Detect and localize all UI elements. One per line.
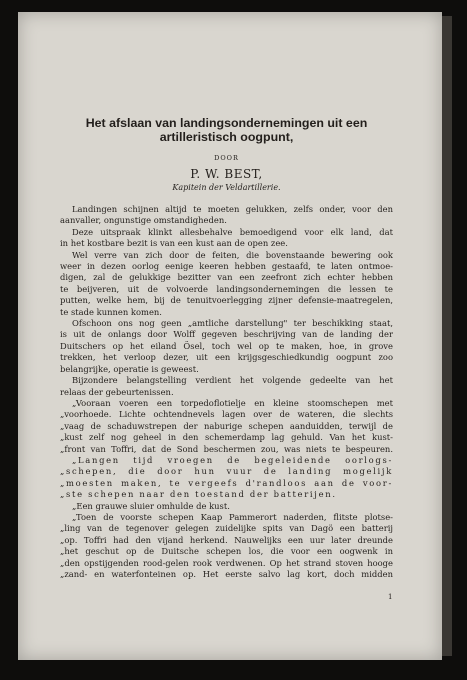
spaced-quote-line: „schepen, die door hun vuur de landing mogelijk bbox=[60, 466, 393, 477]
quote-line: „zand- en waterfonteinen op. Het eerste salvo lag kort, doch midden bbox=[60, 569, 393, 579]
spaced-quote-line: „moesten maken, te vergeefs d'randloos aan de voor- bbox=[60, 477, 393, 488]
text-line: Wel verre van zich door de feiten, die bovenstaande bewering ook bbox=[72, 249, 393, 260]
article-title bbox=[60, 116, 393, 144]
text-line: Duitschers op het eiland Ösel, toch wel op te maken, hoe, in grove bbox=[60, 340, 393, 351]
text-line: belangrijke, operatie is geweest. bbox=[60, 363, 199, 374]
text-line: te beijveren, uit de volvoerde landingsondernemingen die lessen te bbox=[60, 283, 393, 294]
quote-line: „op. Toffri had den vijand herkend. Nauwelijks een uur later dreunde bbox=[60, 534, 393, 545]
page-edge bbox=[442, 16, 452, 656]
quote-line: „den opstijgenden rood-gelen rook verdwenen. Op het strand stoven hooge bbox=[60, 557, 393, 568]
quote-line: „Vooraan voeren een torpedoflotielje en kleine stoomschepen met bbox=[72, 397, 393, 408]
text-line: digen, zal de gelukkige bezitter van een zeefront zich echter hebben bbox=[60, 272, 393, 283]
author-name: P. W. BEST, bbox=[190, 167, 263, 181]
text-line: aanvaller, ongunstige omstandigheden. bbox=[60, 215, 227, 226]
quote-line: „voorhoede. Lichte ochtendnevels lagen over de wateren, die slechts bbox=[60, 409, 393, 420]
text-line: Deze uitspraak klinkt allesbehalve bemoedigend voor elk land, dat bbox=[72, 226, 393, 237]
author-rank: Kapitein der Veldartillerie. bbox=[172, 183, 281, 192]
text-line: Bijzondere belangstelling verdient het volgende gedeelte van het bbox=[72, 375, 393, 386]
title-line-2: artilleristisch oogpunt, bbox=[159, 130, 294, 144]
text-line: is uit de onlangs door Wolff gegeven beschrijving van de landing der bbox=[60, 329, 393, 340]
article-body bbox=[60, 204, 393, 580]
quote-line: „Een grauwe sluier omhulde de kust. bbox=[72, 500, 230, 511]
text-line: putten, welke hem, bij de tenuitvoerlegging zijner defensie-maatregelen, bbox=[60, 295, 393, 306]
article-content bbox=[60, 116, 393, 580]
spaced-quote-line: „Langen tijd vroegen de begeleidende oorlogs- bbox=[72, 454, 393, 465]
spaced-quote-line: „ste schepen naar den toestand der batterijen. bbox=[60, 489, 337, 500]
quote-line: „vaag de schaduwstrepen der naburige schepen aanduidden, terwijl de bbox=[60, 420, 393, 431]
text-line: te stade kunnen komen. bbox=[60, 306, 162, 317]
byline-prefix: DOOR bbox=[214, 154, 239, 162]
text-line: weer in dezen oorlog eenige keeren hebben gestaafd, te laten ontmoe- bbox=[60, 261, 393, 272]
quote-line: „het geschut op de Duitsche schepen los, die voor een oogwenk in bbox=[60, 546, 393, 557]
quote-line: „front van Toffri, dat de Sond beschermen zou, was niets te bespeuren. bbox=[60, 443, 393, 454]
quote-line: „kust zelf nog geheel in den schemerdamp lag gehuld. Van het kust- bbox=[60, 432, 393, 443]
text-line: Landingen schijnen altijd te moeten gelukken, zelfs onder, voor den bbox=[72, 204, 393, 214]
text-line: relaas der gebeurtenissen. bbox=[60, 386, 174, 397]
quote-line: „Toen de voorste schepen Kaap Pammerort naderden, flitste plotse- bbox=[72, 511, 393, 522]
text-line: in het kostbare bezit is van een kust aan de open zee. bbox=[60, 238, 288, 249]
quote-line: „ling van de tegenover gelegen zuidelijke spits van Dagö een batterij bbox=[60, 523, 393, 534]
page-number: 1 bbox=[388, 593, 393, 601]
title-line-1: Het afslaan van landingsondernemingen uit een bbox=[85, 116, 368, 130]
text-line: Ofschoon ons nog geen „amtliche darstellung" ter beschikking staat, bbox=[72, 318, 393, 329]
text-line: trekken, het verloop dezer, uit een krijgsgeschiedkundig oogpunt zoo bbox=[60, 352, 393, 363]
